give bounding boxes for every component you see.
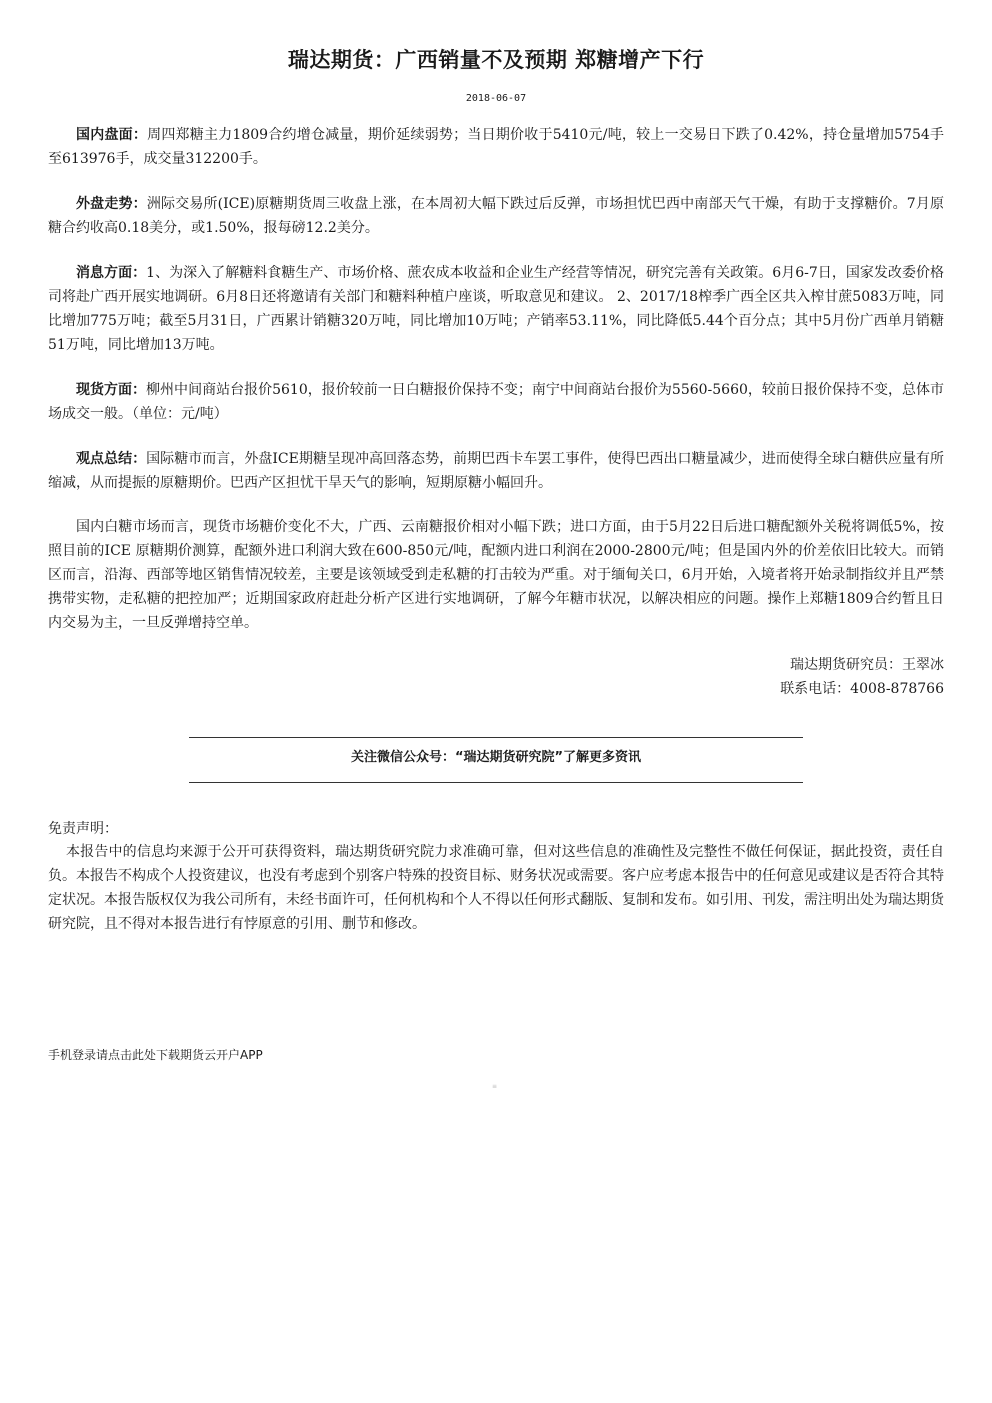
section-label: 现货方面：: [76, 382, 147, 398]
section-news: [48, 261, 944, 357]
section-text: 洲际交易所(ICE)原糖期货周三收盘上涨，在本周初大幅下跌过后反弹，市场担忧巴西中南部天气干燥，有助于支撑糖价。7月原糖合约收高0.18美分，或1.50%，报每磅12.2美分。: [48, 196, 944, 236]
wechat-follow-banner: 关注微信公众号：“瑞达期货研究院”了解更多资讯: [350, 750, 642, 765]
footer-mark-icon: ≡: [492, 1083, 498, 1090]
section-label: 国内盘面：: [76, 127, 148, 143]
report-date: 2018-06-07: [465, 93, 527, 104]
section-label: 消息方面：: [76, 265, 147, 281]
contact-phone: 联系电话：4008-878766: [780, 681, 944, 697]
section-text: 国内白糖市场而言，现货市场糖价变化不大，广西、云南糖报价相对小幅下跌；进口方面，由于5月22日后进口糖配额外关税将调低5%，按照目前的ICE 原糖期价测算，配额外进口利润大致在600-850元/吨，配额内进口利润在2000-2800元/吨；但是国内外的价差依旧比较大。而销区而言，沿海、西部等地区销售情况较差，主要是该领域受到走私糖的打击较为严重。对于缅甸关口，6月开始，入境者将开始录制指纹并且严禁携带实物，走私糖的把控加严；近期国家政府赶赴分析产区进行实地调研，了解今年糖市状况，以解决相应的问题。操作上郑糖1809合约暂且日内交易为主，一旦反弹增持空单。: [48, 519, 944, 631]
section-text: 柳州中间商站台报价5610，报价较前一日白糖报价保持不变；南宁中间商站台报价为5560-5660，较前日报价保持不变，总体市场成交一般。（单位：元/吨）: [48, 382, 945, 422]
section-foreign-market: [48, 192, 944, 240]
section-label: 观点总结：: [76, 451, 147, 467]
disclaimer-text: 本报告中的信息均来源于公开可获得资料，瑞达期货研究院力求准确可靠，但对这些信息的准确性及完整性不做任何保证，据此投资，责任自负。本报告不构成个人投资建议，也没有考虑到个别客户特殊的投资目标、财务状况或需要。客户应考虑本报告中的任何意见或建议是否符合其特定状况。本报告版权仅为我公司所有，未经书面许可，任何机构和个人不得以任何形式翻版、复制和发布。如引用、刊发，需注明出处为瑞达期货研究院，且不得对本报告进行有悖原意的引用、删节和修改。: [48, 844, 944, 932]
section-label: 外盘走势：: [76, 196, 147, 212]
analyst-signature: 瑞达期货研究员：王翠冰: [790, 657, 944, 673]
section-view-summary: [48, 447, 944, 495]
section-domestic-market: [48, 123, 944, 171]
disclaimer-title: 免责声明：: [48, 821, 118, 837]
divider-top: [189, 737, 803, 738]
app-download-link[interactable]: 手机登录请点击此处下载期货云开户APP: [48, 1048, 263, 1062]
section-spot: [48, 378, 944, 426]
divider-bottom: [189, 782, 803, 783]
section-text: 1、为深入了解糖料食糖生产、市场价格、蔗农成本收益和企业生产经营等情况，研究完善有关政策。6月6-7日，国家发改委价格司将赴广西开展实地调研。6月8日还将邀请有关部门和糖料种植户座谈，听取意见和建议。 2、2017/18榨季广西全区共入榨甘蔗5083万吨，同比增加775万吨；截至5月31日，广西累计销糖320万吨，同比增加10万吨；产销率53.11%，同比降低5.44个百分点；其中5月份广西单月销糖51万吨，同比增加13万吨。: [48, 265, 945, 353]
section-text: 周四郑糖主力1809合约增仓减量，期价延续弱势；当日期价收于5410元/吨，较上一交易日下跌了0.42%，持仓量增加5754手至613976手，成交量312200手。: [48, 127, 945, 167]
page-title: 瑞达期货：广西销量不及预期 郑糖增产下行: [287, 48, 705, 72]
section-domestic-outlook: [48, 515, 944, 635]
section-text: 国际糖市而言，外盘ICE期糖呈现冲高回落态势，前期巴西卡车罢工事件，使得巴西出口糖量减少，进而使得全球白糖供应量有所缩减，从而提振的原糖期价。巴西产区担忧干旱天气的影响，短期原糖小幅回升。: [48, 451, 945, 491]
